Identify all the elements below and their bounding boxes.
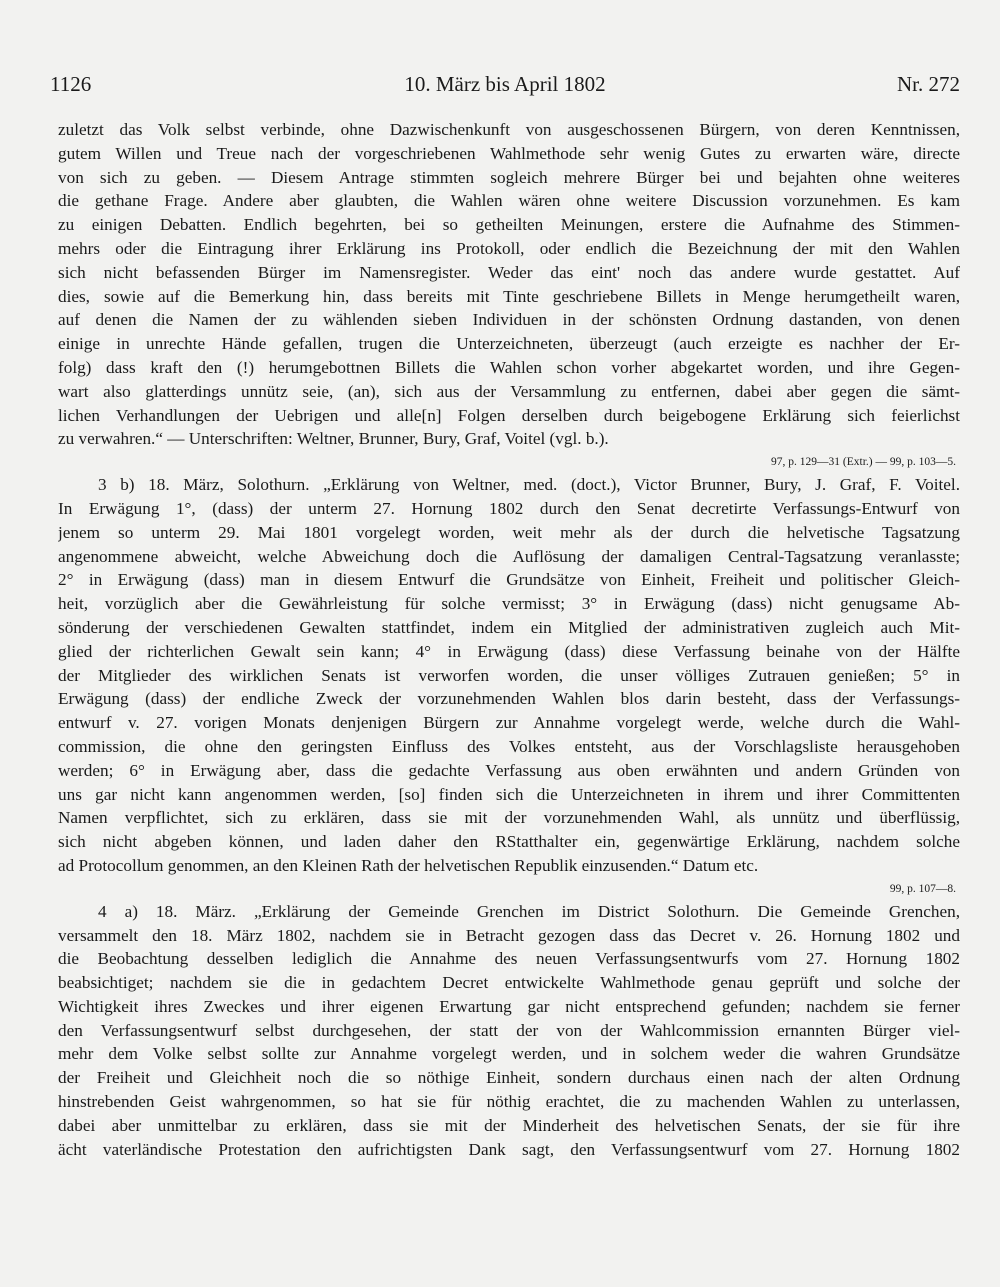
text-line: folg) dass kraft den (!) herumgebottnen Billets die Wahlen schon vorher abgekartet worden, und ihre Gegen- [58,357,960,377]
paragraph-3b [58,473,960,900]
text-line: zu einigen Debatten. Endlich begehrten, bei so getheilten Meinungen, erstere die Aufnahme des Stimmen- [58,215,960,235]
text-line: zu verwahren.“ — Unterschriften: Weltner, Brunner, Bury, Graf, Voitel (vgl. b.). [58,429,609,449]
text-line: heit, vorzüglich aber die Gewährleistung für solche vermisst; 3° in Erwägung (dass) nicht genugsame Ab- [58,594,960,614]
text-line: glied der richterlichen Gewalt sein kann; 4° in Erwägung (dass) diese Verfassung beinahe von der Hälfte [58,641,960,661]
text-line: ächt vaterländische Protestation den aufrichtigsten Dank sagt, den Verfassungsentwurf vom 27. Hornung 1802 [58,1139,960,1159]
text-line: 4 a) 18. März. „Erklärung der Gemeinde Grenchen im District Solothurn. Die Gemeinde Grenchen, [98,901,960,921]
text-line: sich nicht abgeben können, und laden daher den RStatthalter ein, gegenwärtige Erklärung, nachdem solche [58,832,960,852]
text-line: 3 b) 18. März, Solothurn. „Erklärung von Weltner, med. (doct.), Victor Brunner, Bury, J. Graf, F. Voitel. [98,475,960,495]
text-line: den Verfassungsentwurf selbst durchgesehen, der statt der von der Wahlcommission ernannten Bürger viel- [58,1020,960,1040]
text-line: hinstrebenden Geist wahrgenommen, so hat sie für nöthig erachtet, die zu machenden Wahlen zu unterlassen, [58,1092,960,1112]
text-line: auf denen die Namen der zu wählenden sieben Individuen in der schönsten Ordnung dastanden, von denen [58,310,960,330]
text-line: ad Protocollum genommen, an den Kleinen Rath der helvetischen Republik einzusenden.“ Datum etc. [58,855,759,875]
text-line: werden; 6° in Erwägung aber, dass die gedachte Verfassung aus oben erwähnten und andern Gründen von [58,760,960,780]
paragraph-continued [58,118,960,473]
text-line: zuletzt das Volk selbst verbinde, ohne Dazwischenkunft von ausgeschossenen Bürgern, von deren Kenntnissen, [58,120,960,139]
text-line: Erwägung (dass) der endliche Zweck der vorzunehmenden Wahlen blos darin besteht, dass der Verfassungs- [58,689,960,709]
paragraph-4a [58,900,960,1162]
text-line: mehrs oder die Eintragung ihrer Erklärung ins Protokoll, oder endlich die Bezeichnung der mit den Wahlen [58,238,960,258]
text-line: der Freiheit und Gleichheit noch die so nöthige Einheit, sondern durchaus einen nach der alten Ordnung [58,1068,960,1088]
text-line: versammelt den 18. März 1802, nachdem sie in Betracht gezogen dass das Decret v. 26. Hornung 1802 und [58,925,960,945]
document-number: Nr. 272 [897,72,960,96]
text-line: beabsichtiget; nachdem sie die in gedachtem Decret entwickelte Wahlmethode genau geprüft und solche der [58,973,960,993]
text-line: die Beobachtung desselben lediglich die Annahme des neuen Verfassungsentwurfs vom 27. Hornung 1802 [58,949,960,969]
text-line: Namen verpflichtet, sich zu erklären, dass sie mit der vorzunehmenden Wahl, als unnütz und überflüssig, [58,808,960,828]
page-body [58,118,960,1161]
text-line: mehr dem Volke selbst sollte zur Annahme vorgelegt werden, und in solchem weder die wahren Grundsätze [58,1044,960,1064]
source-reference: 99, p. 107—8. [889,882,956,895]
text-line: wart also glatterdings unnütz seie, (an), sich aus der Versammlung zu entfernen, dabei aber gegen die sämt- [58,381,960,401]
text-line: angenommene abweicht, welche Abweichung doch die Auflösung der damaligen Central-Tagsatzung veranlasste; [58,546,960,566]
text-line: der Mitglieder des wirklichen Senats ist verworfen worden, die unser völliges Zutrauen genießen; 5° in [58,665,960,685]
text-line: entwurf v. 27. vorigen Monats denjenigen Bürgern zur Annahme vorgelegt werde, welche durch die Wahl- [58,713,960,733]
text-line: jenem so unterm 29. Mai 1801 vorgelegt worden, weit mehr als der durch die helvetische Tagsatzung [58,522,960,542]
source-reference: 97, p. 129—31 (Extr.) — 99, p. 103—5. [771,456,956,469]
text-line: 2° in Erwägung (dass) man in diesem Entwurf die Grundsätze von Einheit, Freiheit und politischer Gleich- [58,570,960,590]
text-line: Wichtigkeit ihres Zweckes und ihrer eigenen Erwartung gar nicht entsprechend gefunden; nachdem sie ferner [58,996,960,1016]
text-line: gutem Willen und Treue nach der vorgeschriebenen Wahlmethode sehr wenig Gutes zu erwarten wäre, directe [58,143,960,163]
text-line: sönderung der verschiedenen Gewalten stattfindet, indem ein Mitglied der administrativen zugleich auch Mit- [58,617,960,637]
text-line: commission, die ohne den geringsten Einfluss des Volkes entsteht, aus der Vorschlagsliste herausgehoben [58,736,960,756]
running-header [50,72,960,104]
text-line: dies, sowie auf die Bemerkung hin, dass bereits mit Tinte geschriebene Billets in Menge herumgetheilt waren, [58,286,960,306]
running-title: 10. März bis April 1802 [404,72,606,96]
text-line: die gethane Frage. Andere aber glaubten, die Wahlen wären ohne weitere Discussion vorzunehmen. Es kam [58,191,960,211]
text-line: einige in unrechte Hände gefallen, trugen die Unterzeichneten, überzeugt (auch erzeigte es nachher der Er- [58,334,960,354]
text-line: In Erwägung 1°, (dass) der unterm 27. Hornung 1802 durch den Senat decretirte Verfassungs-Entwurf von [58,498,960,518]
page-number: 1126 [50,72,92,96]
text-line: dabei aber unmittelbar zu erklären, dass sie mit der Minderheit des helvetischen Senats, der sie für ihre [58,1115,960,1135]
text-line: von sich zu geben. — Diesem Antrage stimmten sogleich mehrere Bürger bei und bejahten ohne weiteres [58,167,960,187]
text-line: lichen Verhandlungen der Uebrigen und alle[n] Folgen derselben durch beigebogene Erklärung sich feierlichst [58,405,960,425]
text-line: sich nicht befassenden Bürger im Namensregister. Weder das eint' noch das andere wurde gestattet. Auf [58,262,960,282]
text-line: uns gar nicht kann angenommen werden, [so] finden sich die Unterzeichneten in ihrem und ihrer Committenten [58,784,960,804]
